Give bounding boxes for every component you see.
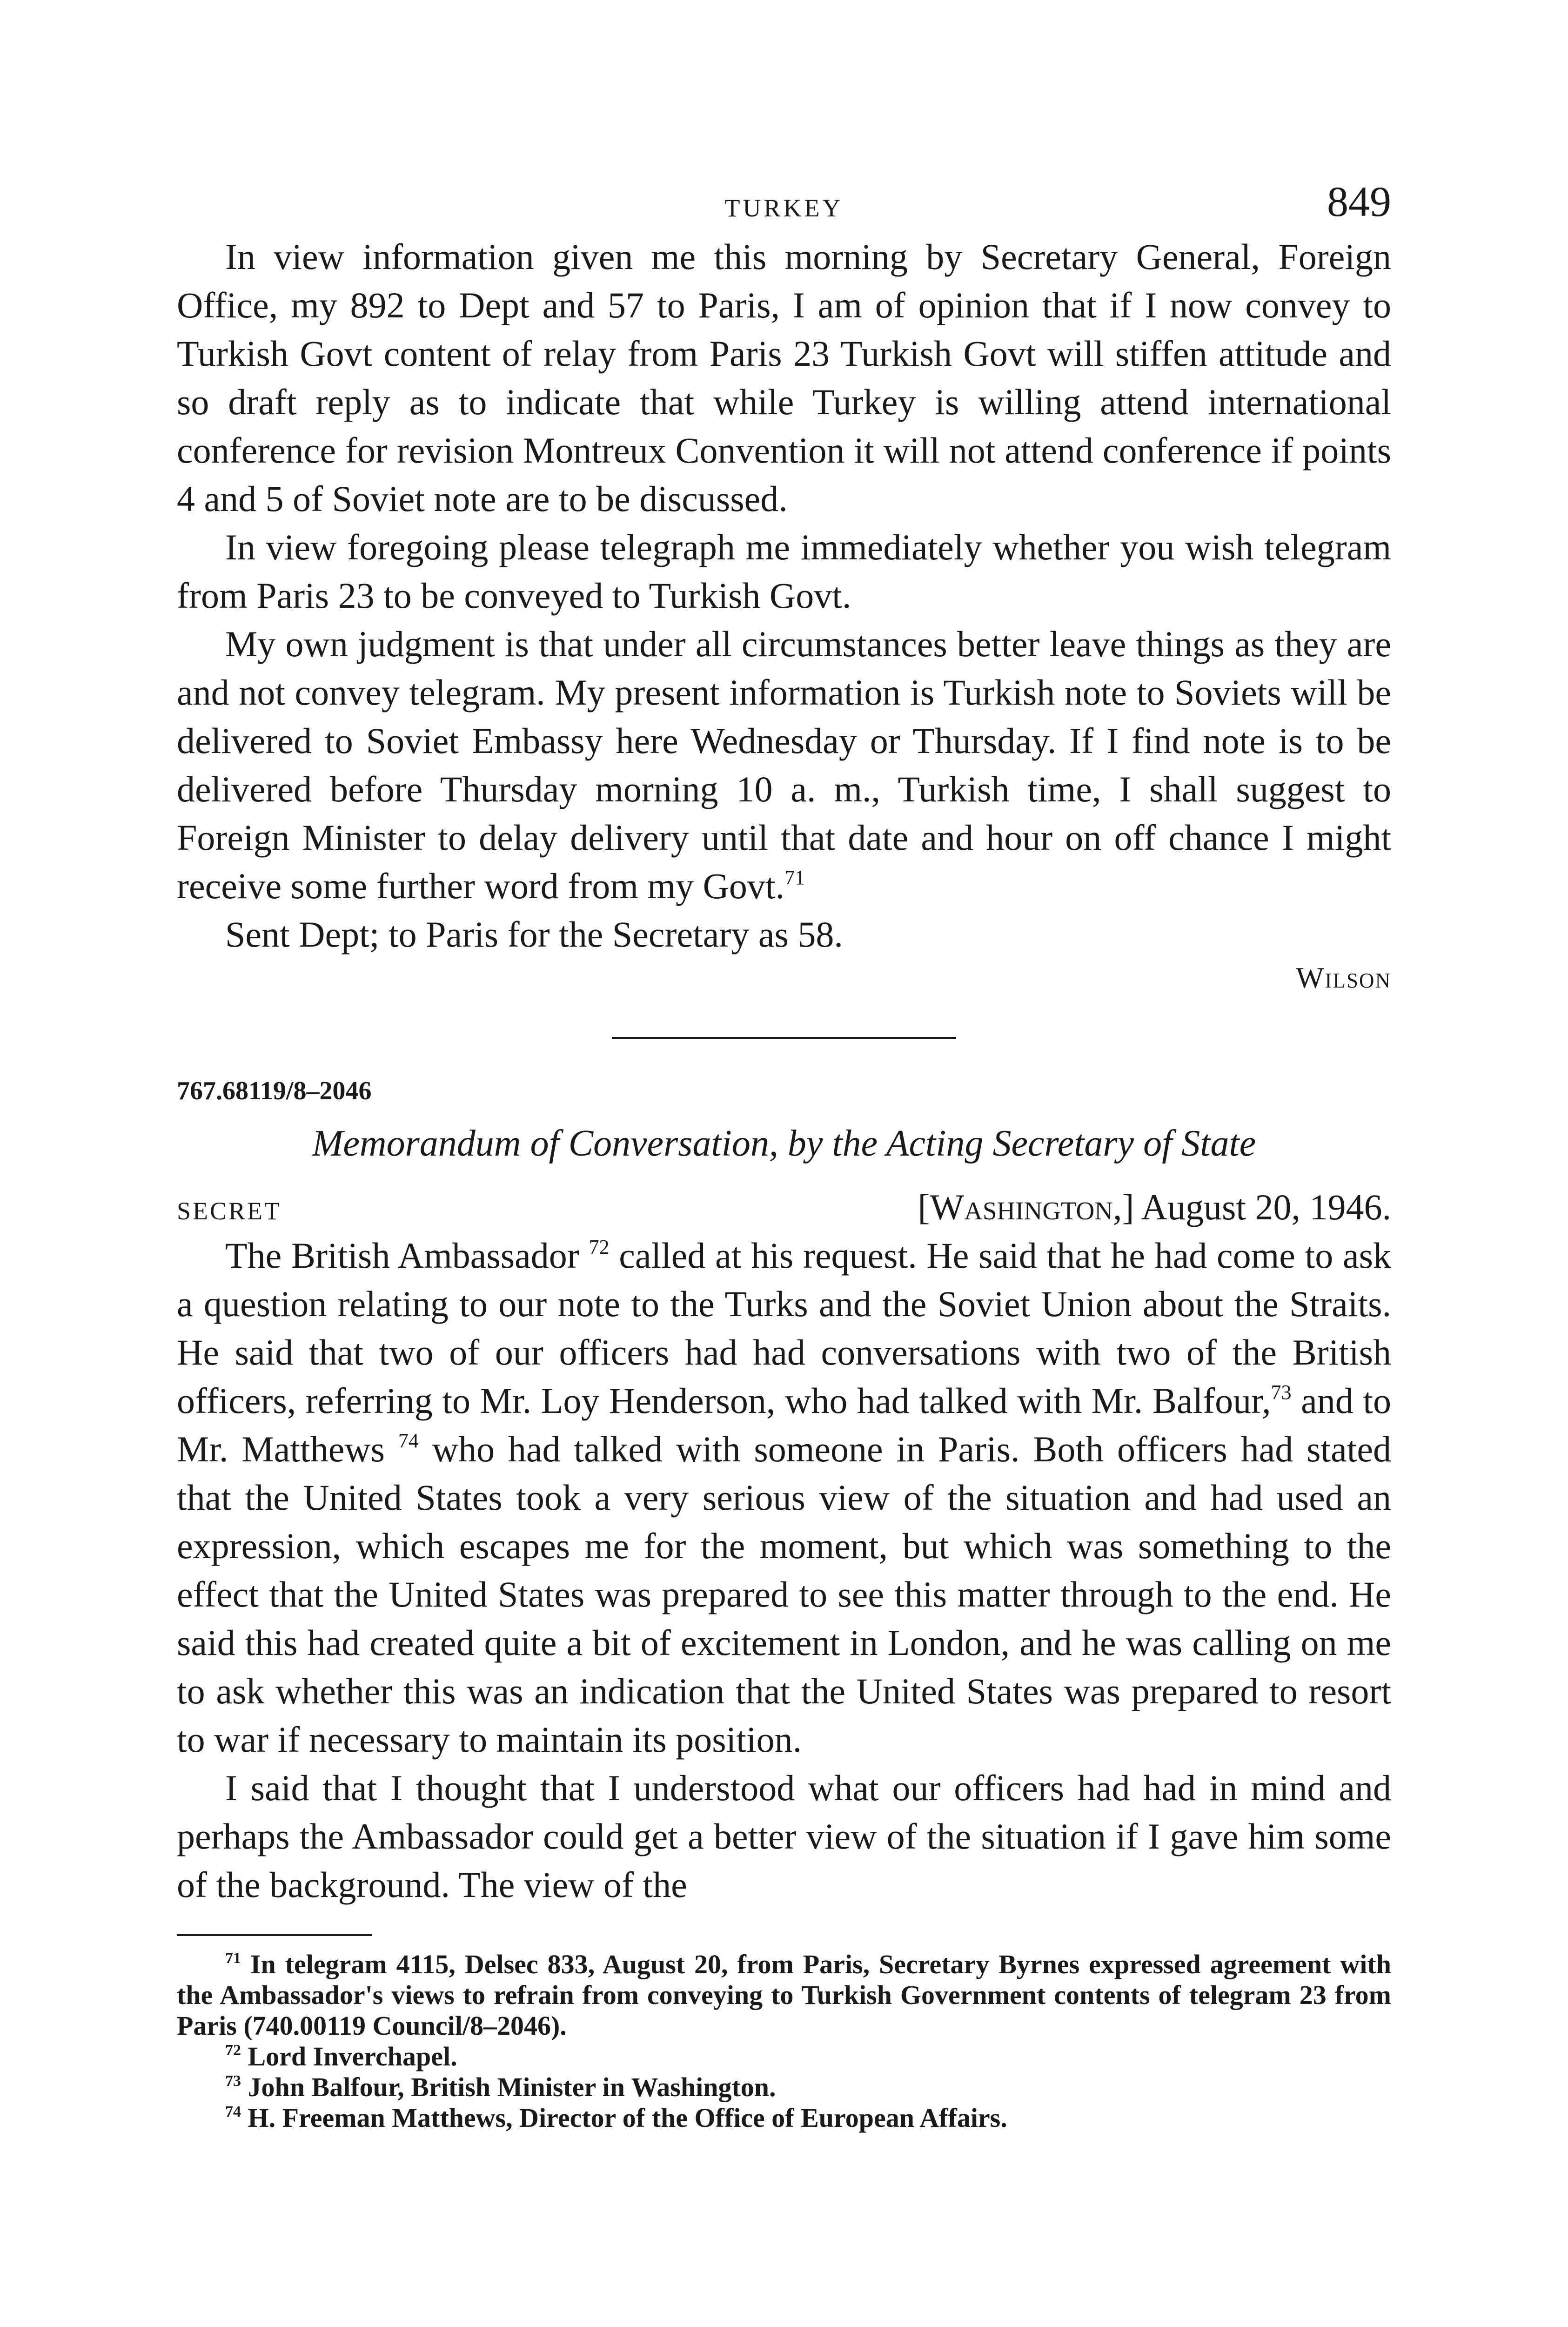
footnote-text: John Balfour, British Minister in Washington. — [248, 2072, 776, 2102]
telegram-body — [177, 233, 1391, 959]
date: August 20, 1946. — [1141, 1187, 1391, 1227]
telegram-paragraph: In view foregoing please telegraph me immediately whether you wish telegram from Paris 23 to be conveyed to Turkish Govt. — [177, 527, 1391, 616]
file-number: 767.68119/8–2046 — [177, 1076, 372, 1105]
running-head — [177, 177, 1391, 233]
page-number: 849 — [1327, 178, 1391, 225]
memo-text: The British Ambassador — [225, 1235, 579, 1276]
footnote-divider — [177, 1934, 372, 1936]
footnote-ref[interactable]: 73 — [1271, 1381, 1292, 1404]
memo-body — [177, 1231, 1391, 1909]
classification-label: SECRET — [177, 1197, 282, 1225]
footnote-text: H. Freeman Matthews, Director of the Office of European Affairs. — [248, 2103, 1007, 2133]
footnote-text: Lord Inverchapel. — [248, 2041, 457, 2071]
document-page — [177, 177, 1391, 2133]
footnote — [177, 1949, 1391, 2041]
memo-paragraph: I said that I thought that I understood what our officers had had in mind and perhaps the Ambassador could get a better view of the situation if I gave him some of the background. The view of the — [177, 1768, 1391, 1905]
footnote-number: 74 — [225, 2103, 241, 2120]
telegram-paragraph-text: My own judgment is that under all circumstances better leave things as they are and not convey telegram. My present information is Turkish note to Soviets will be delivered to Soviet Embassy here Wednesday or Thursday. If I find note is to be delivered before Thursday morning 10 a. m., Turkish time, I shall suggest to Foreign Minister to delay delivery until that date and hour on off chance I might receive some further word from my Govt. — [177, 624, 1391, 906]
document-title: Memorandum of Conversation, by the Acting Secretary of State — [312, 1123, 1256, 1164]
footnote-number: 72 — [225, 2042, 241, 2059]
footnote — [177, 2041, 1391, 2072]
telegram-paragraph — [177, 620, 1391, 910]
footnote-ref[interactable]: 72 — [589, 1236, 610, 1258]
dateline — [177, 1183, 1391, 1231]
memo-paragraph — [177, 1231, 1391, 1764]
footnote-number: 71 — [225, 1950, 241, 1967]
signature: Wilson — [1296, 961, 1391, 994]
footnote — [177, 2072, 1391, 2103]
footnote-number: 73 — [225, 2072, 241, 2090]
place-date — [918, 1183, 1391, 1231]
memo-text: and to Mr. Matthews — [177, 1380, 1392, 1469]
telegram-paragraph: In view information given me this morning by Secretary General, Foreign Office, my 892 to Dept and 57 to Paris, I am of opinion that if I now convey to Turkish Govt content of relay from Paris 23 Turkish Govt will stiffen attitude and so draft reply as to indicate that while Turkey is willing attend international conference for revision Montreux Convention it will not attend conference if points 4 and 5 of Soviet note are to be discussed. — [177, 236, 1391, 519]
footnote-ref[interactable]: 74 — [398, 1429, 419, 1452]
footnote-ref[interactable]: 71 — [784, 866, 805, 889]
footnote-text: In telegram 4115, Delsec 833, August 20, from Paris, Secretary Byrnes expressed agreement with the Ambassador's views to refrain from conveying to Turkish Government contents of telegram 23 from Paris (740.00119 Council/8–2046). — [177, 1949, 1391, 2041]
memo-text: who had talked with someone in Paris. Both officers had stated that the United States took a very serious view of the situation and had used an expression, which escapes me for the moment, but which was something to the effect that the United States was prepared to see this matter through to the end. He said this had created quite a bit of excitement in London, and he was calling on me to ask whether this was an indication that the United States was prepared to resort to war if necessary to maintain its position. — [177, 1429, 1391, 1760]
memo-text: called at his request. He said that he had come to ask a question relating to our note to the Turks and the Soviet Union about the Straits. He said that two of our officers had had conversations with two of the British officers, referring to Mr. Loy Henderson, who had talked with Mr. Balfour, — [177, 1235, 1391, 1421]
place: [Washington,] — [918, 1187, 1134, 1227]
section-divider — [612, 1037, 956, 1039]
footnotes — [177, 1949, 1391, 2133]
running-title: TURKEY — [724, 194, 844, 222]
telegram-closing: Sent Dept; to Paris for the Secretary as 58. — [225, 914, 843, 955]
footnote — [177, 2103, 1391, 2133]
